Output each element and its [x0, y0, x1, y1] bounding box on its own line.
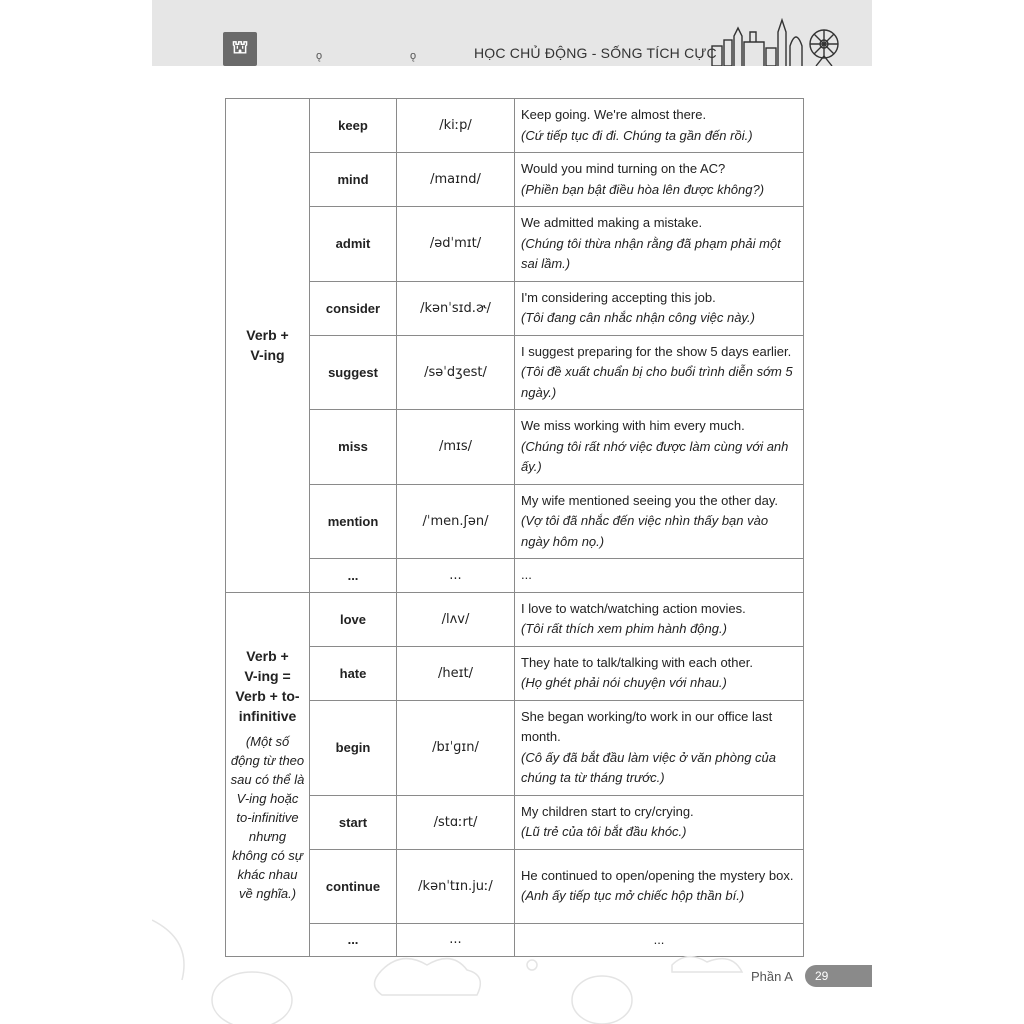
verb-cell: mention [310, 484, 397, 559]
verb-table [225, 98, 804, 957]
example-vietnamese: (Cứ tiếp tục đi đi. Chúng ta gần đến rồi.) [521, 127, 753, 143]
header-title: HỌC CHỦ ĐỘNG - SỐNG TÍCH CỰC [474, 45, 717, 61]
example-vietnamese: (Tôi đề xuất chuẩn bị cho buổi trình diễn sớm 5 ngày.) [521, 364, 793, 400]
example-english: They hate to talk/talking with each other. [521, 654, 753, 670]
sprout-icon: ǫ [316, 50, 323, 62]
example-english: She began working/to work in our office last month. [521, 708, 773, 744]
example-cell [515, 99, 804, 153]
example-vietnamese: (Họ ghét phải nói chuyện với nhau.) [521, 675, 727, 690]
group-title: Verb + V-ing [246, 327, 289, 364]
ipa-cell: /kənˈsɪd.ɚ/ [397, 281, 515, 335]
example-cell [515, 559, 804, 593]
example-english: I suggest preparing for the show 5 days earlier. [521, 343, 792, 359]
verb-cell: love [310, 592, 397, 646]
example-english: ... [653, 931, 665, 947]
verb-cell: ... [310, 923, 397, 957]
book-people-logo-icon: ⛫ [223, 32, 257, 66]
page [152, 0, 872, 1024]
verb-cell: suggest [310, 335, 397, 410]
example-vietnamese: (Anh ấy tiếp tục mở chiếc hộp thần bí.) [521, 888, 745, 903]
table-row [226, 410, 804, 485]
example-english: I love to watch/watching action movies. [521, 600, 746, 616]
example-cell [515, 592, 804, 646]
example-cell [515, 153, 804, 207]
table-row [226, 335, 804, 410]
example-cell [515, 646, 804, 700]
verb-cell: begin [310, 700, 397, 795]
ipa-cell: /bɪˈɡɪn/ [397, 700, 515, 795]
table-row [226, 207, 804, 282]
ipa-cell: /mɪs/ [397, 410, 515, 485]
example-vietnamese: (Tôi đang cân nhắc nhận công việc này.) [521, 310, 755, 325]
example-cell [515, 207, 804, 282]
example-vietnamese: (Tôi rất thích xem phim hành động.) [521, 621, 727, 636]
table-row [226, 484, 804, 559]
example-cell [515, 795, 804, 849]
verb-cell: continue [310, 849, 397, 923]
verb-cell: start [310, 795, 397, 849]
example-english: We admitted making a mistake. [521, 215, 703, 230]
verb-cell: hate [310, 646, 397, 700]
example-english: Would you mind turning on the AC? [521, 161, 726, 176]
example-english: ... [521, 567, 532, 582]
page-number: 29 [805, 965, 872, 987]
example-cell [515, 335, 804, 410]
ipa-cell: /kənˈtɪn.juː/ [397, 849, 515, 923]
group-title: Verb + V-ing = Verb + to- infinitive [235, 647, 300, 724]
example-vietnamese: (Phiền bạn bật điều hòa lên được không?) [521, 181, 765, 197]
london-skyline-icon [710, 18, 850, 66]
example-english: I'm considering accepting this job. [521, 289, 716, 305]
decorative-clouds [152, 900, 872, 1024]
ipa-cell: ... [397, 923, 515, 957]
table-row [226, 99, 804, 153]
verb-cell: mind [310, 153, 397, 207]
table-row [226, 592, 804, 646]
example-english: Keep going. We're almost there. [521, 107, 707, 122]
verb-cell: admit [310, 207, 397, 282]
example-vietnamese: (Chúng tôi thừa nhận rằng đã phạm phải một sai lầm.) [521, 235, 781, 271]
ipa-cell: /lʌv/ [397, 592, 515, 646]
verb-cell: consider [310, 281, 397, 335]
example-english: My wife mentioned seeing you the other day. [521, 492, 779, 508]
table-row [226, 153, 804, 207]
table-row [226, 281, 804, 335]
ipa-cell: /heɪt/ [397, 646, 515, 700]
verb-cell: ... [310, 559, 397, 593]
table-row [226, 795, 804, 849]
ipa-cell: /ədˈmɪt/ [397, 207, 515, 282]
verb-cell: miss [310, 410, 397, 485]
ipa-cell: /kiːp/ [397, 99, 515, 153]
example-vietnamese: (Cô ấy đã bắt đầu làm việc ở văn phòng của chúng ta từ tháng trước.) [521, 749, 777, 785]
example-english: He continued to open/opening the mystery box. [521, 867, 794, 883]
example-cell [515, 700, 804, 795]
example-vietnamese: (Chúng tôi rất nhớ việc được làm cùng với anh ấy.) [521, 438, 789, 474]
footer-section: Phần A [751, 969, 793, 984]
verb-cell: keep [310, 99, 397, 153]
example-english: My children start to cry/crying. [521, 803, 694, 819]
ipa-cell: ... [397, 559, 515, 593]
ipa-cell: /stɑːrt/ [397, 795, 515, 849]
example-cell [515, 410, 804, 485]
example-vietnamese: (Vợ tôi đã nhắc đến việc nhìn thấy bạn vào ngày hôm nọ.) [521, 513, 769, 549]
group-label [226, 99, 310, 593]
table-row [226, 646, 804, 700]
example-cell [515, 281, 804, 335]
example-vietnamese: (Lũ trẻ của tôi bắt đầu khóc.) [521, 824, 687, 839]
sprout-icon: ǫ [410, 50, 417, 62]
table-row [226, 559, 804, 593]
example-cell [515, 484, 804, 559]
group-note: (Một số động từ theo sau có thể là V-ing hoặc to-infinitive nhưng không có sự khác nhau về nghĩa.) [230, 733, 305, 901]
ipa-cell: /səˈdʒest/ [397, 335, 515, 410]
page-header [152, 0, 872, 66]
table-row [226, 700, 804, 795]
ipa-cell: /ˈmen.ʃən/ [397, 484, 515, 559]
example-english: We miss working with him every much. [521, 418, 745, 433]
ipa-cell: /maɪnd/ [397, 153, 515, 207]
